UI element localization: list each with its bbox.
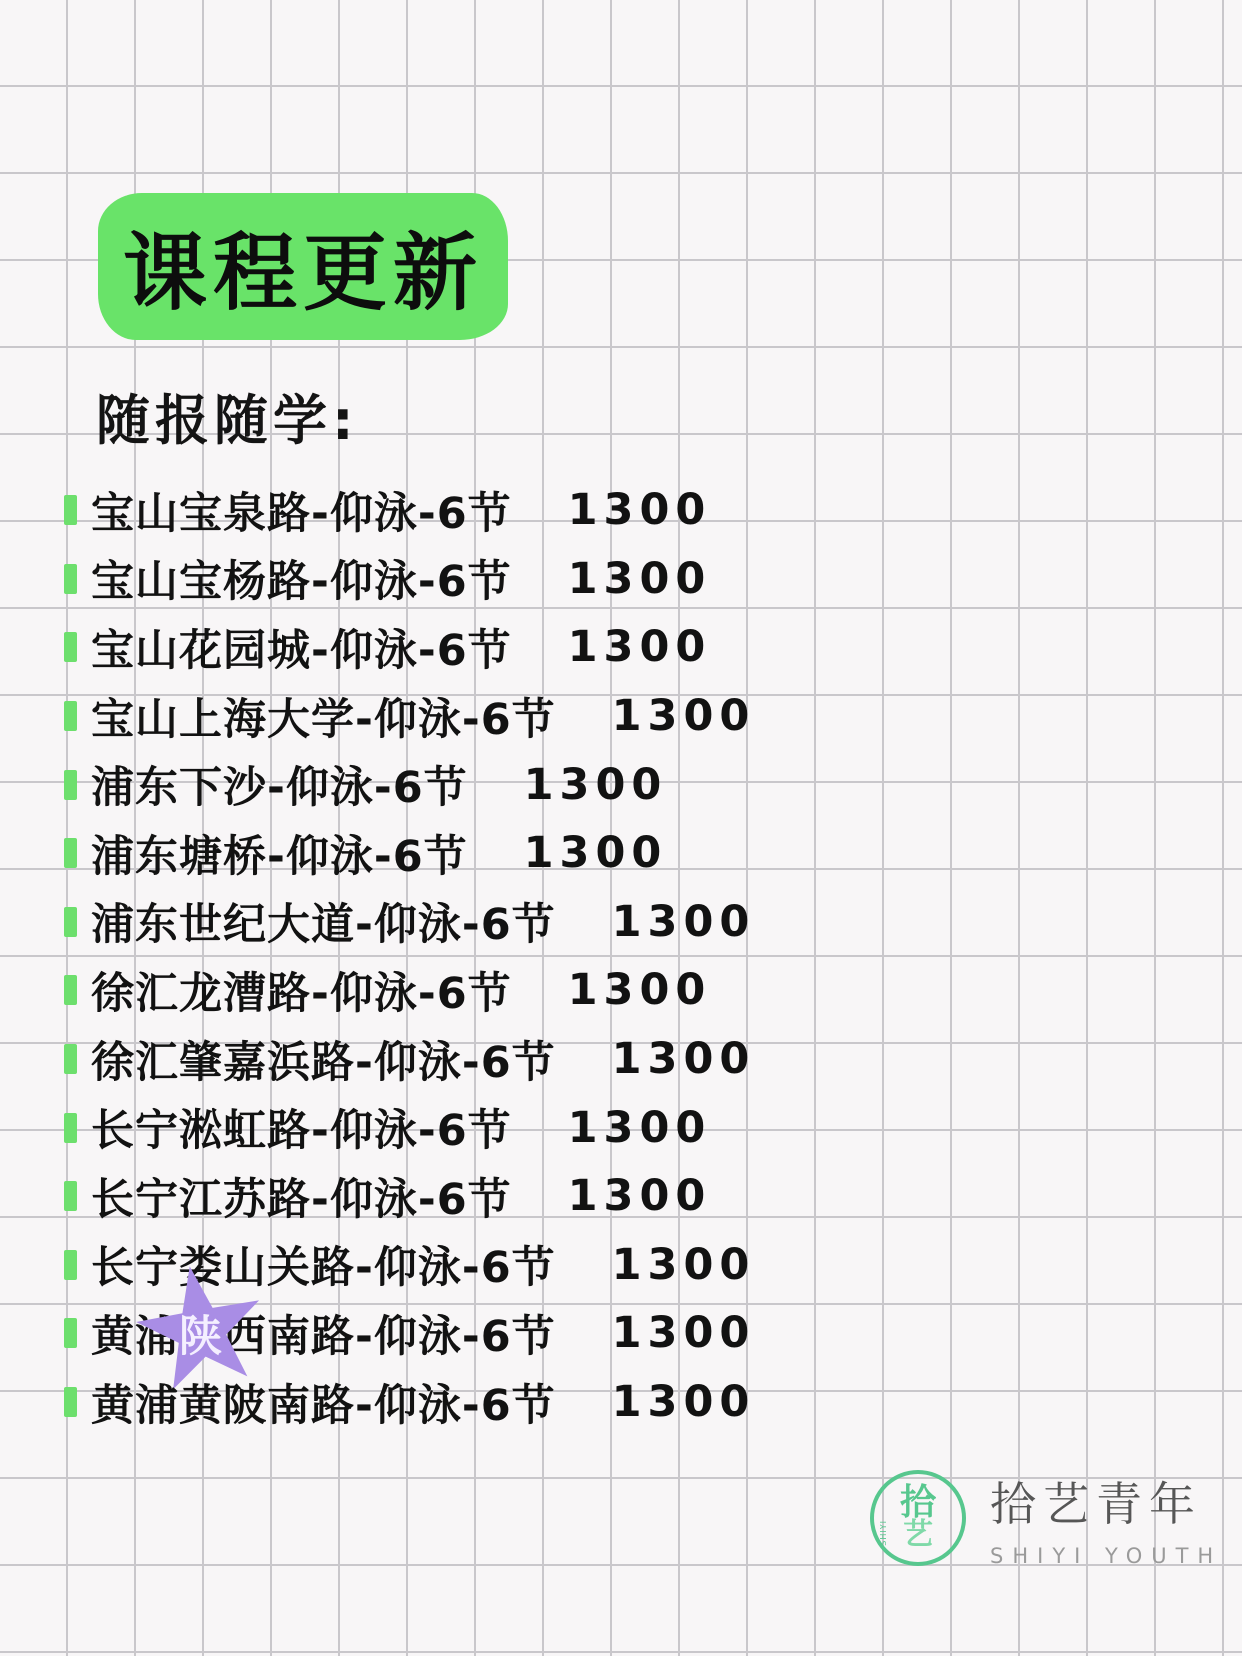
bullet-icon	[64, 975, 77, 1005]
course-name-pre: 黄浦	[91, 1311, 179, 1362]
brand-logo	[870, 1468, 1222, 1568]
course-price: 1300	[611, 1377, 756, 1428]
brand-name-cn: 拾艺青年	[990, 1477, 1202, 1531]
bullet-icon	[64, 632, 77, 662]
course-name-pre: 黄浦黄陂南路-仰泳-6节	[91, 1380, 556, 1431]
course-price: 1300	[567, 622, 712, 673]
course-price: 1300	[611, 1239, 756, 1290]
course-price: 1300	[611, 691, 756, 742]
list-item	[64, 476, 1212, 545]
course-name-pre: 长宁淞虹路-仰泳-6节	[91, 1106, 512, 1157]
bullet-icon	[64, 701, 77, 731]
course-name	[91, 754, 468, 815]
course-name	[91, 617, 512, 678]
course-name-pre: 徐汇龙漕路-仰泳-6节	[91, 968, 512, 1019]
course-price: 1300	[611, 1308, 756, 1359]
course-price: 1300	[567, 485, 712, 536]
course-price: 1300	[567, 1102, 712, 1153]
bullet-icon	[64, 838, 77, 868]
list-item	[64, 1025, 1212, 1094]
course-name	[91, 686, 556, 747]
bullet-icon	[64, 1250, 77, 1280]
star-highlighted-char: 陕	[179, 1303, 223, 1364]
list-item	[64, 1368, 1212, 1437]
list-item	[64, 888, 1212, 957]
brand-name-en: SHIYI YOUTH	[990, 1544, 1223, 1568]
course-name	[91, 1303, 556, 1364]
course-name-pre: 宝山花园城-仰泳-6节	[91, 625, 512, 676]
course-name-post: 西南路-仰泳-6节	[223, 1311, 556, 1362]
bullet-icon	[64, 495, 77, 525]
bullet-icon	[64, 1387, 77, 1417]
list-item	[64, 613, 1212, 682]
course-name-pre: 宝山宝杨路-仰泳-6节	[91, 557, 512, 608]
course-name-pre: 浦东下沙-仰泳-6节	[91, 763, 468, 814]
list-item	[64, 545, 1212, 614]
list-item	[64, 956, 1212, 1025]
brand-logo-text	[990, 1468, 1222, 1568]
course-price: 1300	[611, 896, 756, 947]
course-name-pre: 长宁娄山关路-仰泳-6节	[91, 1243, 556, 1294]
list-item	[64, 819, 1212, 888]
course-name	[91, 480, 512, 541]
bullet-icon	[64, 907, 77, 937]
list-item	[64, 682, 1212, 751]
page-subtitle: 随报随学:	[96, 389, 359, 452]
logo-badge-char-bottom: 艺	[903, 1517, 933, 1553]
list-item	[64, 750, 1212, 819]
course-name	[91, 1234, 556, 1295]
course-price: 1300	[523, 828, 668, 879]
course-name-pre: 宝山宝泉路-仰泳-6节	[91, 488, 512, 539]
bullet-icon	[64, 1113, 77, 1143]
bullet-icon	[64, 564, 77, 594]
course-name	[91, 960, 512, 1021]
course-name	[91, 1166, 512, 1227]
course-name	[91, 548, 512, 609]
bullet-icon	[64, 770, 77, 800]
logo-vertical-text: SHIYI	[879, 1520, 888, 1546]
course-price: 1300	[567, 553, 712, 604]
bullet-icon	[64, 1044, 77, 1074]
course-name	[91, 891, 556, 952]
course-name	[91, 823, 468, 884]
course-price: 1300	[523, 759, 668, 810]
course-name-pre: 宝山上海大学-仰泳-6节	[91, 694, 556, 745]
course-name	[91, 1097, 512, 1158]
course-price: 1300	[567, 1171, 712, 1222]
course-name-pre: 长宁江苏路-仰泳-6节	[91, 1174, 512, 1225]
list-item	[64, 1162, 1212, 1231]
course-name-pre: 浦东世纪大道-仰泳-6节	[91, 900, 556, 951]
course-name	[91, 1372, 556, 1433]
bullet-icon	[64, 1181, 77, 1211]
course-list	[64, 476, 1212, 1436]
brand-logo-icon	[870, 1470, 966, 1566]
course-name	[91, 1029, 556, 1090]
list-item	[64, 1299, 1212, 1368]
title-highlight-badge	[98, 193, 508, 340]
course-price: 1300	[567, 965, 712, 1016]
logo-badge-char-top: 拾	[899, 1481, 936, 1523]
course-name-pre: 徐汇肇嘉浜路-仰泳-6节	[91, 1037, 556, 1088]
course-price: 1300	[611, 1034, 756, 1085]
list-item	[64, 1231, 1212, 1300]
bullet-icon	[64, 1318, 77, 1348]
course-name-pre: 浦东塘桥-仰泳-6节	[91, 831, 468, 882]
page-title: 课程更新	[122, 224, 483, 322]
list-item	[64, 1093, 1212, 1162]
